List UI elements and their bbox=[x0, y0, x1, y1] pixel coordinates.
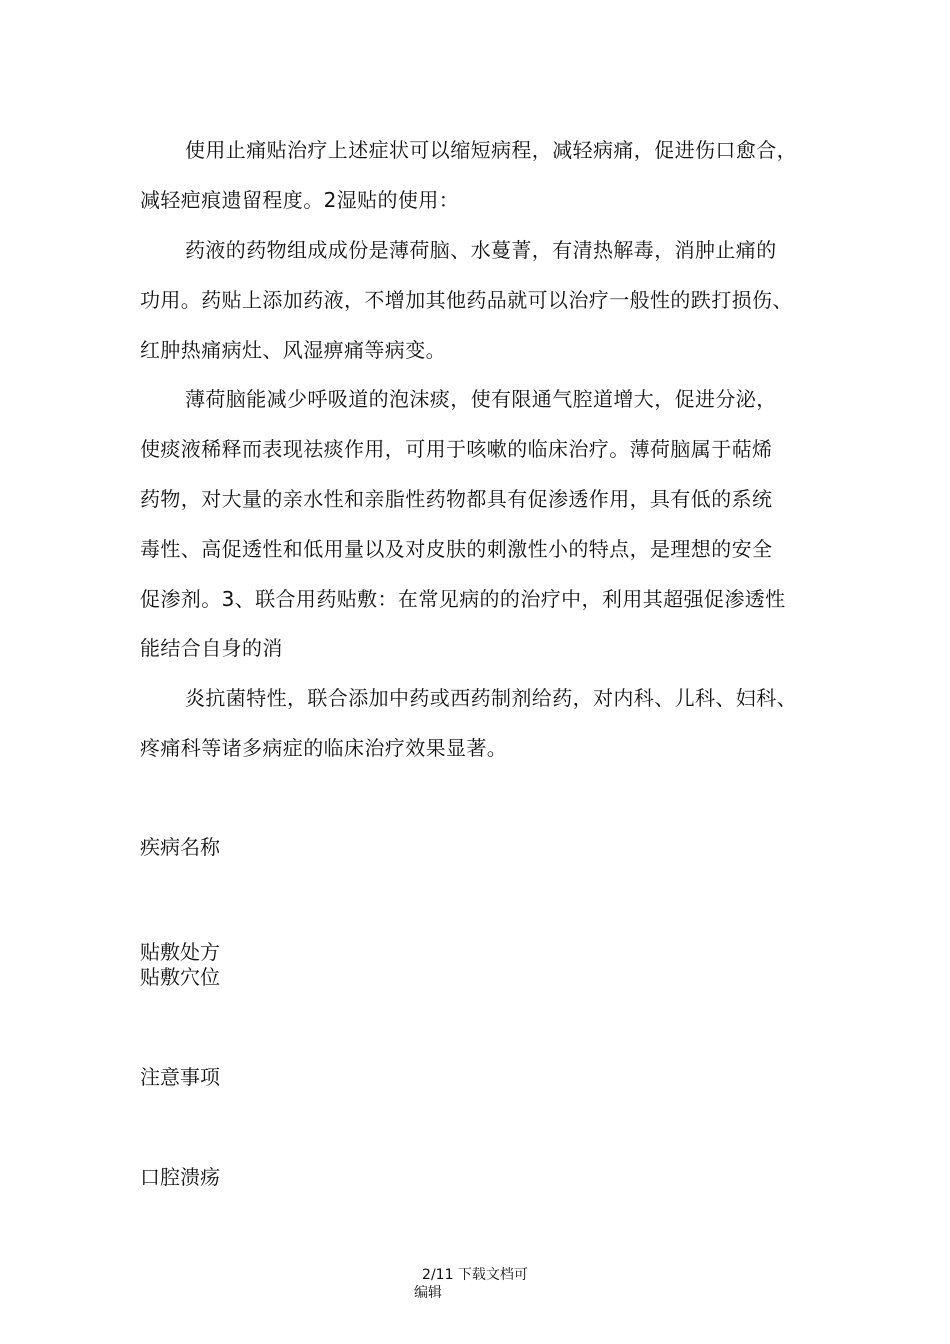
page-footer-line1: 2/11 下载文档可 bbox=[422, 1267, 528, 1283]
paragraph-line: 薄荷脑能减少呼吸道的泡沫痰，使有限通气腔道增大，促进分泌， bbox=[185, 387, 777, 411]
paragraph-line: 炎抗菌特性，联合添加中药或西药制剂给药，对内科、儿科、妇科、 bbox=[185, 686, 797, 710]
paragraph-line: 红肿热痛病灶、风湿痹痛等病变。 bbox=[140, 338, 446, 362]
label-prescription: 贴敷处方 bbox=[140, 940, 220, 964]
paragraph-line: 功用。药贴上添加药液，不增加其他药品就可以治疗一般性的跌打损伤、 bbox=[140, 288, 793, 312]
page-footer-line2: 编辑 bbox=[414, 1285, 442, 1301]
paragraph-line: 药液的药物组成成份是薄荷脑、水蔓菁，有清热解毒，消肿止痛的 bbox=[185, 238, 777, 262]
paragraph-line: 药物，对大量的亲水性和亲脂性药物都具有促渗透作用，具有低的系统 bbox=[140, 487, 773, 511]
label-notes: 注意事项 bbox=[140, 1065, 220, 1089]
paragraph-line: 减轻疤痕遗留程度。2湿贴的使用： bbox=[140, 188, 460, 212]
label-acupoint: 贴敷穴位 bbox=[140, 965, 220, 989]
paragraph-line: 使用止痛贴治疗上述症状可以缩短病程，减轻病痛，促进伤口愈合， bbox=[185, 138, 797, 162]
paragraph-line: 毒性、高促透性和低用量以及对皮肤的刺激性小的特点，是理想的安全 bbox=[140, 537, 773, 561]
paragraph-line: 疼痛科等诸多病症的临床治疗效果显著。 bbox=[140, 736, 508, 760]
paragraph-line: 促渗剂。3、联合用药贴敷：在常见病的的治疗中，利用其超强促渗透性 bbox=[140, 587, 786, 611]
label-disease-name: 疾病名称 bbox=[140, 835, 220, 859]
label-oral-ulcer: 口腔溃疡 bbox=[140, 1165, 220, 1189]
paragraph-line: 使痰液稀释而表现祛痰作用，可用于咳嗽的临床治疗。薄荷脑属于萜烯 bbox=[140, 437, 773, 461]
paragraph-line: 能结合自身的消 bbox=[140, 636, 283, 660]
